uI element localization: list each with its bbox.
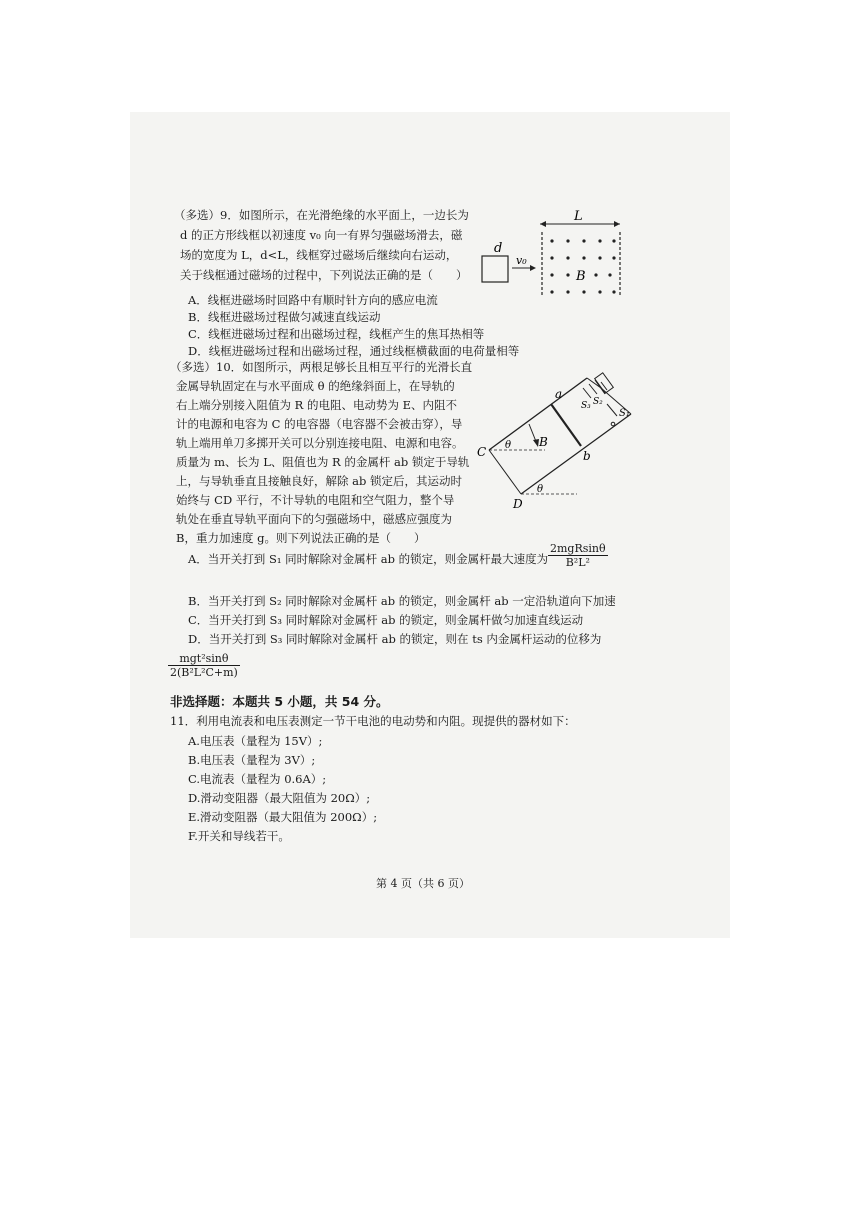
q11-item-c: C.电流表（量程为 0.6A）;	[188, 772, 327, 786]
q10-theta-upper: θ	[505, 440, 512, 451]
q11-item-a: A.电压表（量程为 15V）;	[188, 734, 323, 748]
q10-line-5: 轨上端用单刀多掷开关可以分别连接电阻、电源和电容。	[176, 436, 464, 450]
q10-option-a-fraction	[548, 542, 608, 569]
page-footer: 第 4 页（共 6 页）	[376, 877, 470, 890]
q9-option-d: D．线框进磁场过程和出磁场过程，通过线框横截面的电荷量相等	[188, 344, 520, 358]
exam-page	[130, 112, 730, 938]
q10-label-b: b	[583, 449, 591, 463]
q9-label-B: B	[576, 269, 586, 284]
q10-label-B: B	[539, 435, 548, 449]
q10-option-d-denominator: 2(B²L²C+m)	[170, 666, 238, 679]
q9-line-1: （多选）9．如图所示，在光滑绝缘的水平面上，一边长为	[174, 208, 469, 222]
q11-item-f: F.开关和导线若干。	[188, 829, 290, 843]
q10-label-S1: S₁	[619, 408, 630, 419]
q9-line-2: d 的正方形线框以初速度 v₀ 向一有界匀强磁场滑去，磁	[180, 228, 463, 242]
q10-label-C: C	[477, 445, 487, 459]
q10-option-a-numerator: 2mgRsinθ	[550, 542, 606, 555]
q9-line-4: 关于线框通过磁场的过程中，下列说法正确的是（ ）	[180, 268, 468, 282]
q10-theta-lower: θ	[537, 484, 544, 495]
q11-item-d: D.滑动变阻器（最大阻值为 20Ω）;	[188, 791, 371, 805]
q10-line-4: 计的电源和电容为 C 的电容器（电容器不会被击穿），导	[176, 417, 463, 431]
q11-stem: 11．利用电流表和电压表测定一节干电池的电动势和内阻。现提供的器材如下：	[170, 714, 576, 728]
q10-option-a: A．当开关打到 S₁ 同时解除对金属杆 ab 的锁定，则金属杆最大速度为	[188, 552, 549, 566]
q10-line-1: （多选）10．如图所示，两根足够长且相互平行的光滑长直	[170, 360, 473, 374]
q9-option-c: C．线框进磁场过程和出磁场过程，线框产生的焦耳热相等	[188, 327, 485, 341]
q10-option-a-denominator: B²L²	[565, 556, 590, 569]
q10-label-D: D	[513, 497, 523, 510]
q9-line-3: 场的宽度为 L，d<L，线框穿过磁场后继续向右运动，	[180, 248, 458, 262]
q10-line-8: 始终与 CD 平行，不计导轨的电阻和空气阻力，整个导	[176, 493, 455, 507]
q9-label-d: d	[494, 241, 503, 256]
q10-option-d: D．当开关打到 S₃ 同时解除对金属杆 ab 的锁定，则在 ts 内金属杆运动的位移为	[188, 632, 602, 646]
q10-option-d-numerator: mgt²sinθ	[168, 652, 240, 666]
q10-option-b: B．当开关打到 S₂ 同时解除对金属杆 ab 的锁定，则金属杆 ab 一定沿轨道向下加速	[188, 594, 616, 608]
q10-label-S3: S₃	[581, 401, 591, 411]
q9-square-frame	[482, 256, 508, 282]
section-heading: 非选择题：本题共 5 小题，共 54 分。	[170, 694, 389, 709]
q9-option-a: A．线框进磁场时回路中有顺时针方向的感应电流	[188, 293, 438, 307]
q10-rod-ab	[551, 404, 581, 446]
q10-line-7: 上，与导轨垂直且接触良好，解除 ab 锁定后，其运动时	[176, 474, 463, 488]
q11-item-b: B.电压表（量程为 3V）;	[188, 753, 316, 767]
q11-item-e: E.滑动变阻器（最大阻值为 200Ω）;	[188, 810, 378, 824]
q10-line-2: 金属导轨固定在与水平面成 θ 的绝缘斜面上，在导轨的	[176, 379, 455, 393]
q9-option-b: B．线框进磁场过程做匀减速直线运动	[188, 310, 381, 324]
q9-label-v0: v₀	[516, 254, 527, 267]
q10-label-S2: S₂	[593, 397, 603, 407]
q9-figure	[470, 210, 630, 302]
q10-label-a: a	[555, 387, 563, 401]
q10-option-c: C．当开关打到 S₃ 同时解除对金属杆 ab 的锁定，则金属杆做匀加速直线运动	[188, 613, 584, 627]
q10-line-10: B，重力加速度 g。则下列说法正确的是（ ）	[176, 531, 426, 545]
q10-line-9: 轨处在垂直导轨平面向下的匀强磁场中，磁感应强度为	[176, 512, 452, 526]
q10-option-d-fraction	[168, 652, 240, 679]
q9-label-L: L	[574, 210, 583, 224]
q10-line-6: 质量为 m、长为 L、阻值也为 R 的金属杆 ab 锁定于导轨	[176, 455, 470, 469]
q10-line-3: 右上端分别接入阻值为 R 的电阻、电动势为 E、内阻不	[176, 398, 458, 412]
q10-figure	[475, 364, 635, 510]
